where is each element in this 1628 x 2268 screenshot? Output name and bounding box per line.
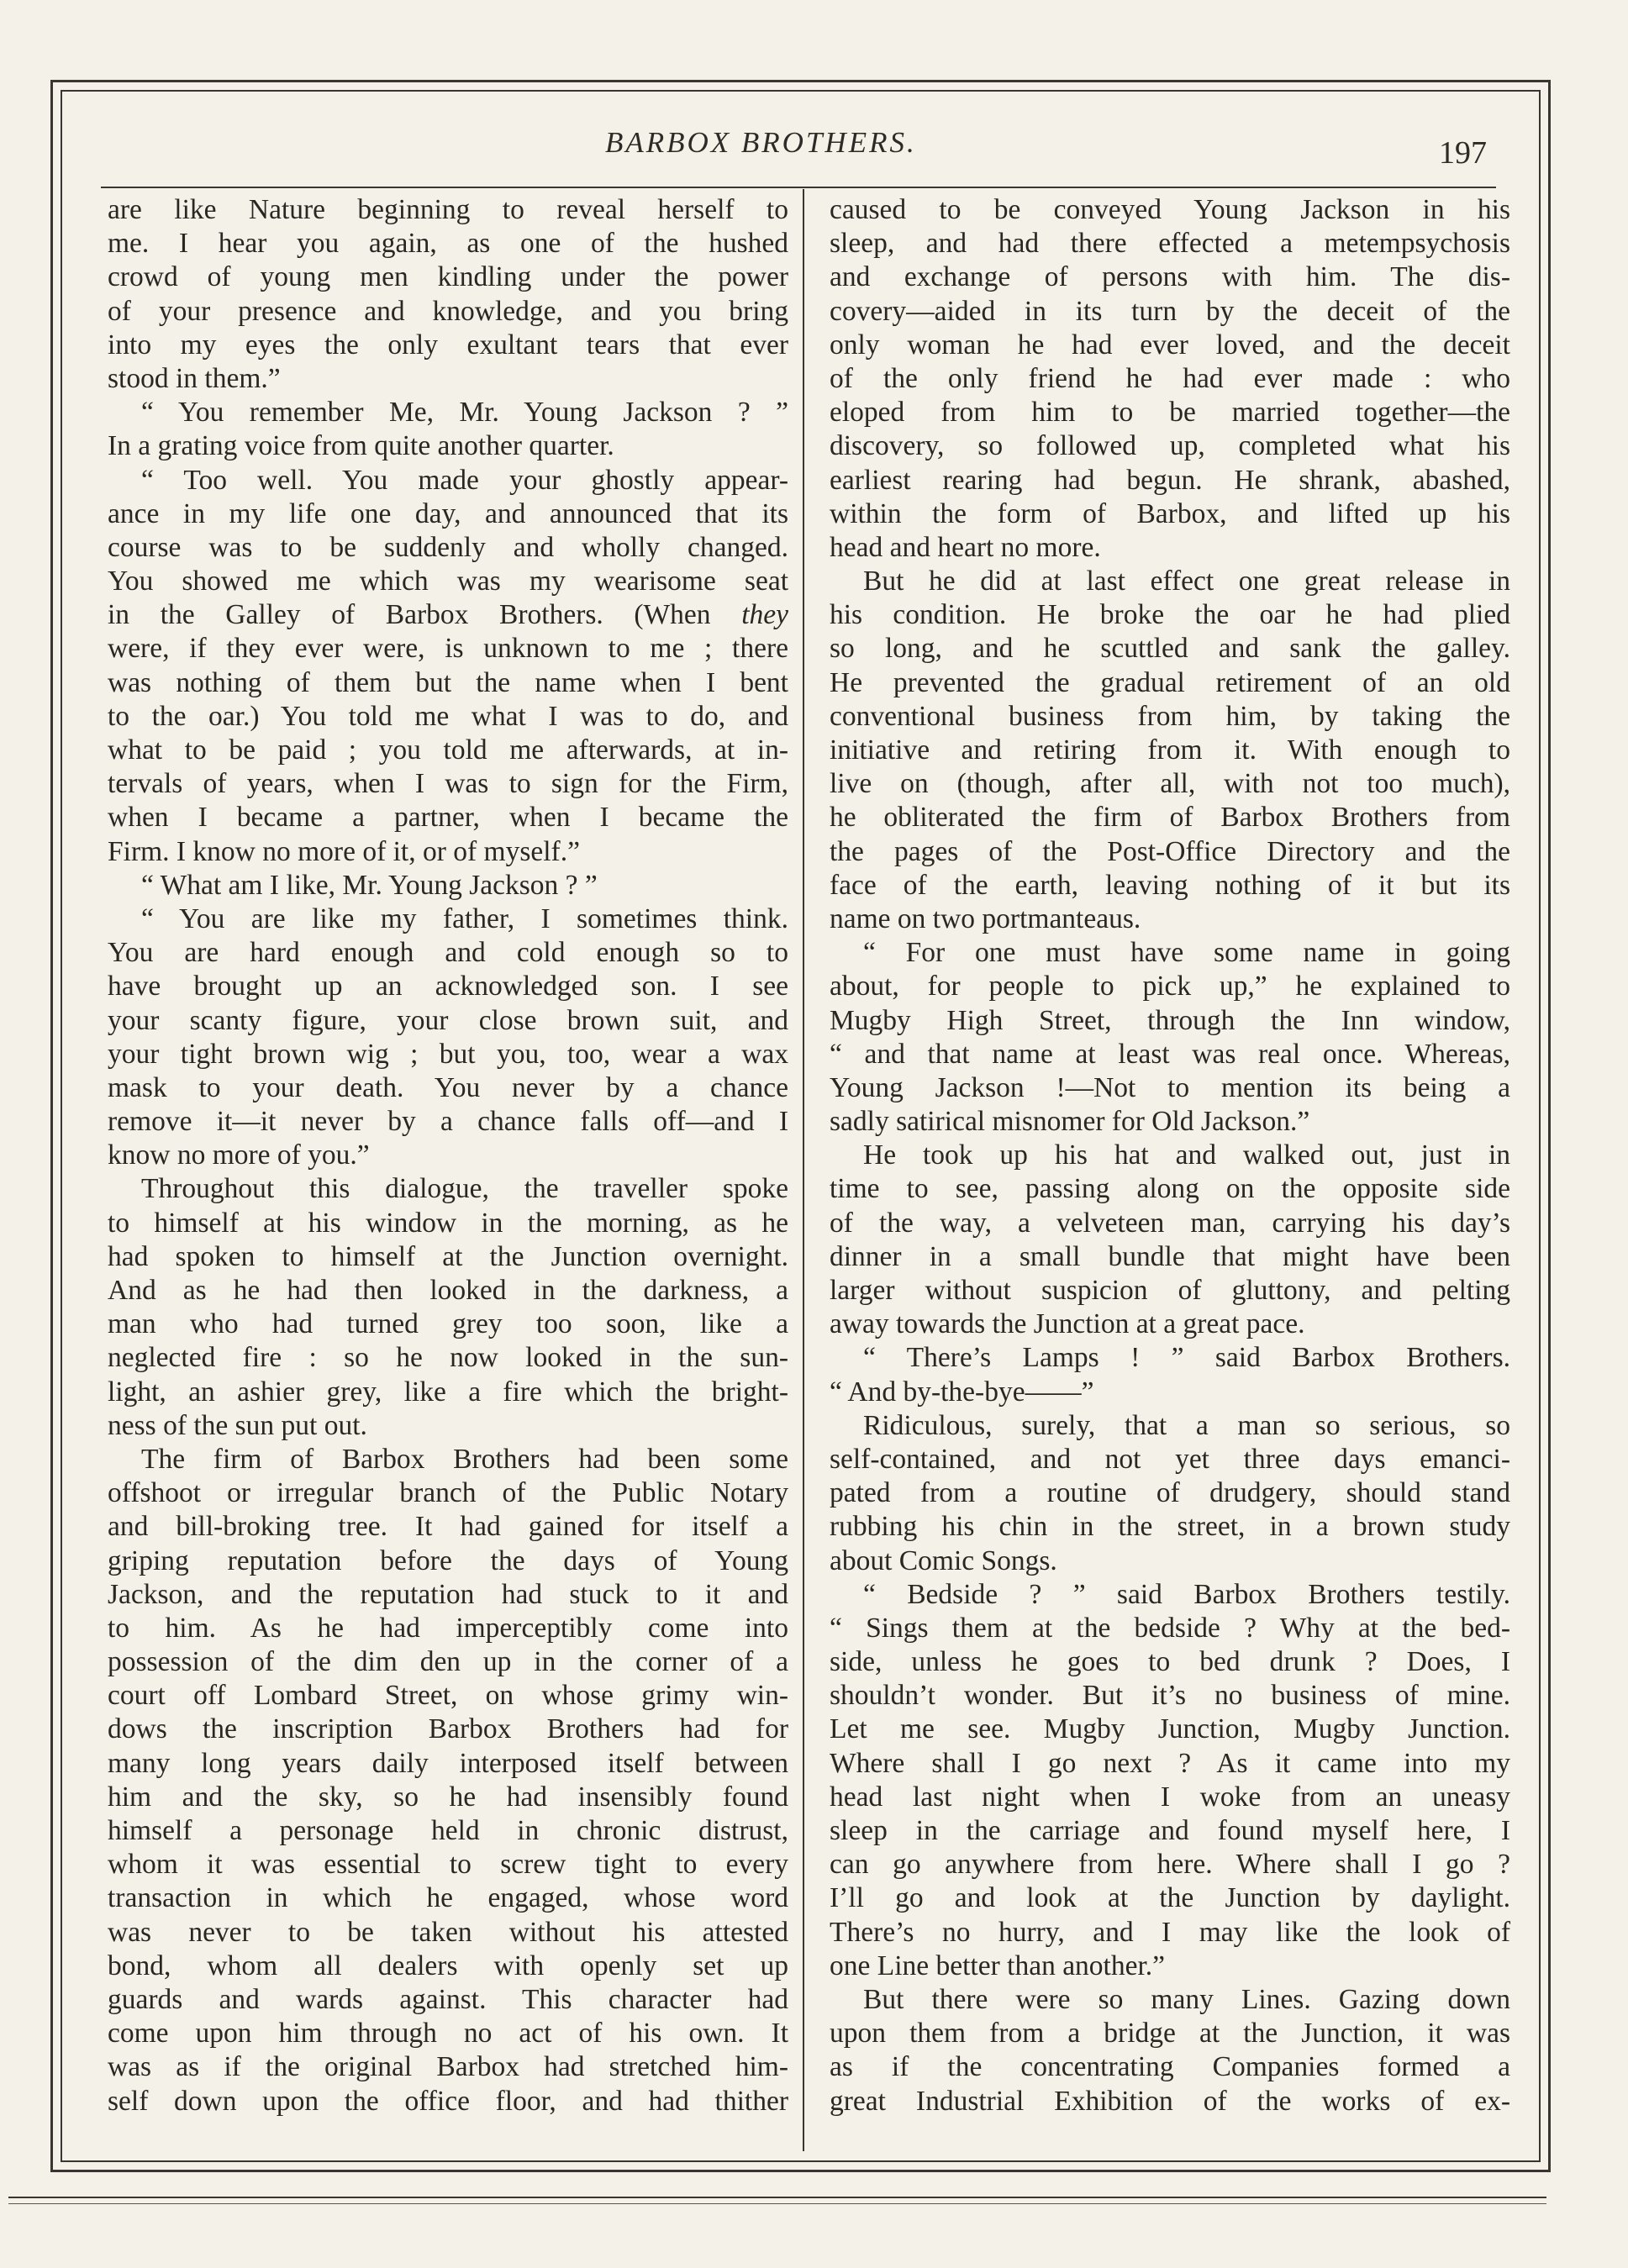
text-line: “ Sings them at the bedside ? Why at the bed-	[830, 1612, 1510, 1644]
text-line: the pages of the Post-Office Directory and the	[830, 835, 1510, 867]
text-line: of the only friend he had ever made : who	[830, 362, 1510, 394]
text-line: sleep in the carriage and found myself here, I	[830, 1815, 1510, 1846]
text-line: in the Galley of Barbox Brothers. (When they	[108, 599, 788, 631]
text-line: “ You remember Me, Mr. Young Jackson ? ”	[141, 397, 788, 429]
text-line: of your presence and knowledge, and you bring	[108, 295, 788, 327]
text-line: self-contained, and not yet three days emanci-	[830, 1443, 1510, 1475]
text-line: when I became a partner, when I became the	[108, 802, 788, 834]
bottom-rule	[8, 2197, 1546, 2198]
text-line: “ There’s Lamps ! ” said Barbox Brothers.	[863, 1342, 1510, 1374]
text-line: earliest rearing had begun. He shrank, abashed,	[830, 464, 1510, 496]
text-line: And as he had then looked in the darkness, a	[108, 1275, 788, 1306]
text-line: one Line better than another.”	[830, 1950, 1166, 1981]
text-line: pated from a routine of drudgery, should stand	[830, 1477, 1510, 1509]
text-line: offshoot or irregular branch of the Public Notary	[108, 1477, 788, 1509]
text-line: “ And by-the-bye——”	[830, 1376, 1094, 1408]
page-number: 197	[1439, 135, 1487, 171]
text-line: was as if the original Barbox had stretched him-	[108, 2051, 788, 2083]
text-line: your scanty figure, your close brown suit, and	[108, 1004, 788, 1036]
text-line: so long, and he scuttled and sank the galley.	[830, 633, 1510, 665]
text-line: sadly satirical misnomer for Old Jackson.”	[830, 1106, 1310, 1138]
text-line: The firm of Barbox Brothers had been some	[141, 1443, 788, 1475]
text-line: what to be paid ; you told me afterwards, at in-	[108, 734, 788, 766]
text-line: covery—aided in its turn by the deceit of the	[830, 295, 1510, 327]
text-line: as if the concentrating Companies formed a	[830, 2051, 1510, 2083]
text-line: know no more of you.”	[108, 1139, 370, 1171]
text-line: side, unless he goes to bed drunk ? Does, I	[830, 1646, 1510, 1678]
text-line: face of the earth, leaving nothing of it but its	[830, 869, 1510, 901]
text-line: head and heart no more.	[830, 531, 1101, 563]
text-line: whom it was essential to screw tight to every	[108, 1849, 788, 1881]
left-column	[108, 193, 788, 2118]
text-line: about Comic Songs.	[830, 1544, 1057, 1576]
text-line: come upon him through no act of his own. It	[108, 2018, 788, 2050]
text-line: Where shall I go next ? As it came into my	[830, 1747, 1510, 1779]
text-line: stood in them.”	[108, 362, 281, 394]
text-line: man who had turned grey too soon, like a	[108, 1308, 788, 1340]
text-line: Let me see. Mugby Junction, Mugby Junction.	[830, 1713, 1510, 1745]
text-line: him and the sky, so he had insensibly found	[108, 1781, 788, 1813]
header-rule	[101, 187, 1496, 188]
text-line: and bill-broking tree. It had gained for itself a	[108, 1511, 788, 1543]
text-line: “ You are like my father, I sometimes think.	[141, 902, 788, 934]
text-line: guards and wards against. This character had	[108, 1983, 788, 2015]
text-line: have brought up an acknowledged son. I see	[108, 971, 788, 1002]
text-line: time to see, passing along on the opposite side	[830, 1173, 1510, 1205]
text-line: was nothing of them but the name when I bent	[108, 666, 788, 698]
text-line: You are hard enough and cold enough so to	[108, 937, 788, 969]
text-line: conventional business from him, by taking the	[830, 700, 1510, 732]
text-line: had spoken to himself at the Junction overnight.	[108, 1240, 788, 1272]
text-line: was never to be taken without his attested	[108, 1916, 788, 1948]
text-line: great Industrial Exhibition of the works of ex-	[830, 2085, 1510, 2117]
text-line: me. I hear you again, as one of the hushed	[108, 228, 788, 260]
text-line: tervals of years, when I was to sign for the Firm,	[108, 768, 788, 800]
text-line: shouldn’t wonder. But it’s no business of mine.	[830, 1680, 1510, 1712]
text-line: bond, whom all dealers with openly set up	[108, 1950, 788, 1981]
text-line: court off Lombard Street, on whose grimy win-	[108, 1680, 788, 1712]
text-line: But he did at last effect one great release in	[863, 566, 1510, 597]
text-line: to himself at his window in the morning, as he	[108, 1207, 788, 1239]
text-line: were, if they ever were, is unknown to me ; there	[108, 633, 788, 665]
text-line: within the form of Barbox, and lifted up his	[830, 497, 1510, 529]
text-line: to him. As he had imperceptibly come into	[108, 1612, 788, 1644]
text-line: I’ll go and look at the Junction by daylight.	[830, 1882, 1510, 1914]
text-line: larger without suspicion of gluttony, and pelting	[830, 1275, 1510, 1306]
text-line: are like Nature beginning to reveal herself to	[108, 194, 788, 225]
text-line: rubbing his chin in the street, in a brown study	[830, 1511, 1510, 1543]
text-line: initiative and retiring from it. With enough to	[830, 734, 1510, 766]
text-line: He took up his hat and walked out, just in	[863, 1139, 1510, 1171]
text-line: eloped from him to be married together—the	[830, 397, 1510, 429]
text-line: remove it—it never by a chance falls off—and I	[108, 1106, 788, 1138]
text-line: upon them from a bridge at the Junction, it was	[830, 2018, 1510, 2050]
text-line: “ Too well. You made your ghostly appear-	[141, 464, 788, 496]
text-line: caused to be conveyed Young Jackson in his	[830, 194, 1510, 225]
text-line: “ For one must have some name in going	[863, 937, 1510, 969]
text-line: He prevented the gradual retirement of an old	[830, 666, 1510, 698]
text-line: Young Jackson !—Not to mention its being a	[830, 1071, 1510, 1103]
text-line: dows the inscription Barbox Brothers had for	[108, 1713, 788, 1745]
text-line: There’s no hurry, and I may like the look of	[830, 1916, 1510, 1948]
text-line: dinner in a small bundle that might have been	[830, 1240, 1510, 1272]
text-line: light, an ashier grey, like a fire which the bright-	[108, 1376, 788, 1408]
text-line: he obliterated the firm of Barbox Brothers from	[830, 802, 1510, 834]
text-line: about, for people to pick up,” he explained to	[830, 971, 1510, 1002]
text-line: course was to be suddenly and wholly changed.	[108, 531, 788, 563]
text-line: griping reputation before the days of Young	[108, 1544, 788, 1576]
text-line: But there were so many Lines. Gazing down	[863, 1983, 1510, 2015]
text-line: Ridiculous, surely, that a man so serious, so	[863, 1409, 1510, 1441]
text-line: In a grating voice from quite another quarter.	[108, 430, 614, 462]
text-line: into my eyes the only exultant tears that ever	[108, 329, 788, 360]
text-line: name on two portmanteaus.	[830, 902, 1141, 934]
text-line: his condition. He broke the oar he had plied	[830, 599, 1510, 631]
text-line: can go anywhere from here. Where shall I go ?	[830, 1849, 1510, 1881]
text-line: possession of the dim den up in the corner of a	[108, 1646, 788, 1678]
text-line: “ Bedside ? ” said Barbox Brothers testily.	[863, 1578, 1510, 1610]
text-line: many long years daily interposed itself between	[108, 1747, 788, 1779]
text-line: transaction in which he engaged, whose word	[108, 1882, 788, 1914]
text-line: ance in my life one day, and announced that its	[108, 497, 788, 529]
text-line: himself a personage held in chronic distrust,	[108, 1815, 788, 1846]
text-line: live on (though, after all, with not too much),	[830, 768, 1510, 800]
text-line: away towards the Junction at a great pace.	[830, 1308, 1305, 1340]
text-line: “ What am I like, Mr. Young Jackson ? ”	[141, 869, 598, 901]
text-line: your tight brown wig ; but you, too, wear a wax	[108, 1038, 788, 1070]
text-line: Firm. I know no more of it, or of myself.”	[108, 835, 580, 867]
text-line: neglected fire : so he now looked in the sun-	[108, 1342, 788, 1374]
column-divider	[803, 189, 804, 2151]
text-line: Jackson, and the reputation had stuck to it and	[108, 1578, 788, 1610]
text-line: self down upon the office floor, and had thither	[108, 2085, 788, 2117]
text-line: head last night when I woke from an uneasy	[830, 1781, 1510, 1813]
text-line: to the oar.) You told me what I was to do, and	[108, 700, 788, 732]
right-column	[830, 193, 1510, 2118]
text-line: Mugby High Street, through the Inn window,	[830, 1004, 1510, 1036]
text-line: only woman he had ever loved, and the deceit	[830, 329, 1510, 360]
text-line: ness of the sun put out.	[108, 1409, 367, 1441]
text-line: crowd of young men kindling under the power	[108, 261, 788, 293]
text-line: and exchange of persons with him. The dis-	[830, 261, 1510, 293]
text-line: sleep, and had there effected a metempsychosis	[830, 228, 1510, 260]
text-line: “ and that name at least was real once. Whereas,	[830, 1038, 1510, 1070]
text-line: discovery, so followed up, completed what his	[830, 430, 1510, 462]
text-line: mask to your death. You never by a chance	[108, 1071, 788, 1103]
text-line: of the way, a velveteen man, carrying his day’s	[830, 1207, 1510, 1239]
text-line: You showed me which was my wearisome seat	[108, 566, 788, 597]
running-title: BARBOX BROTHERS.	[605, 126, 917, 159]
text-line: Throughout this dialogue, the traveller spoke	[141, 1173, 788, 1205]
bottom-rule-thin	[8, 2203, 1546, 2204]
